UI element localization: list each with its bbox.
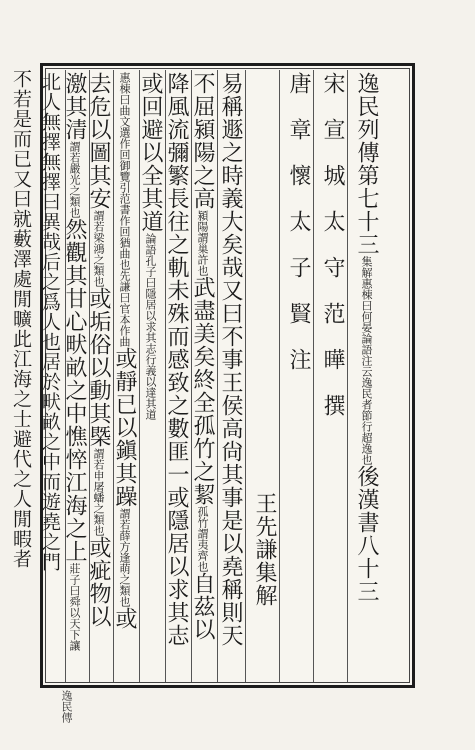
collector-column: [247, 72, 281, 682]
text-column-9: [112, 72, 141, 682]
text-column-7: [164, 72, 193, 682]
collector-line: 王先謙集解: [252, 492, 277, 607]
author-line: 宋 宣 城 太 守 范 曄 撰: [320, 72, 345, 417]
text-line: 然觀其甘心畎畝之中憔悴江海之上: [62, 218, 87, 563]
text-line: 自茲以: [190, 572, 215, 641]
text-column-5: [219, 72, 247, 682]
text-line: 激其清: [62, 72, 87, 141]
text-line: 或回避以全其道: [138, 72, 163, 233]
text-line: 或: [112, 607, 137, 630]
text-column-13: [10, 69, 38, 679]
inline-note: 謂若嚴光之類也: [68, 141, 81, 218]
text-column-8: [138, 72, 167, 682]
inline-note: 謂若薛方逢萌之類也: [118, 508, 131, 607]
text-line: 或垢俗以動其槩: [86, 287, 111, 448]
text-line: 或靜已以鎭其躁: [112, 347, 137, 508]
text-line: 不若是而已又曰就藪澤處閒曠此江海之士避代之人閒暇者: [10, 69, 32, 569]
commentator-line: 唐 章 懷 太 子 賢 注: [286, 72, 311, 371]
margin-label: 逸民傳: [60, 690, 73, 723]
commentator-column: [281, 72, 315, 682]
text-frame: [40, 63, 415, 688]
chapter-title-column: [349, 72, 383, 682]
inline-note: 惠棟曰曲文選作回御覽引范書作回猶曲也先謙曰官本作曲: [118, 72, 131, 347]
inline-note: 莊子曰舜以天下讓: [68, 563, 81, 651]
text-line: 降風流彌繁長往之軌未殊而感致之數匪一或隱居以求其志: [164, 72, 189, 647]
book-title: 後漢書八十三: [354, 465, 379, 603]
inline-note: 論語孔子曰隱居以求其志行義以達其道: [144, 233, 157, 420]
inline-note: 謂若申屠蟠之類也: [92, 448, 105, 536]
chapter-title: 逸民列傳第七十三: [354, 72, 379, 256]
inline-note: 謂若梁鴻之類也: [92, 210, 105, 287]
inline-note: 孤竹謂夷齊也: [196, 506, 209, 572]
text-line: 去危以圖其安: [86, 72, 111, 210]
text-line: 不屈潁陽之高: [190, 72, 215, 210]
text-line: 北人無擇無擇曰異哉后之爲人也居於畎畝之中而遊堯之門: [39, 72, 61, 572]
text-column-12: [39, 72, 67, 682]
text-line: 易稱遯之時義大矣哉又曰不事王侯高尙其事是以堯稱則天: [218, 72, 243, 647]
text-column-10: [86, 72, 115, 682]
text-column-6: [190, 72, 219, 682]
inline-note: 潁陽謂巢許也: [196, 210, 209, 276]
text-line: 或疵物以: [86, 536, 111, 628]
author-column: [315, 72, 349, 682]
text-column-11: [62, 72, 91, 682]
text-line: 武盡美矣終全孤竹之絜: [190, 276, 215, 506]
chapter-title-note: 集解惠棟曰何晏論語注云逸民者節行超逸也: [360, 256, 373, 465]
